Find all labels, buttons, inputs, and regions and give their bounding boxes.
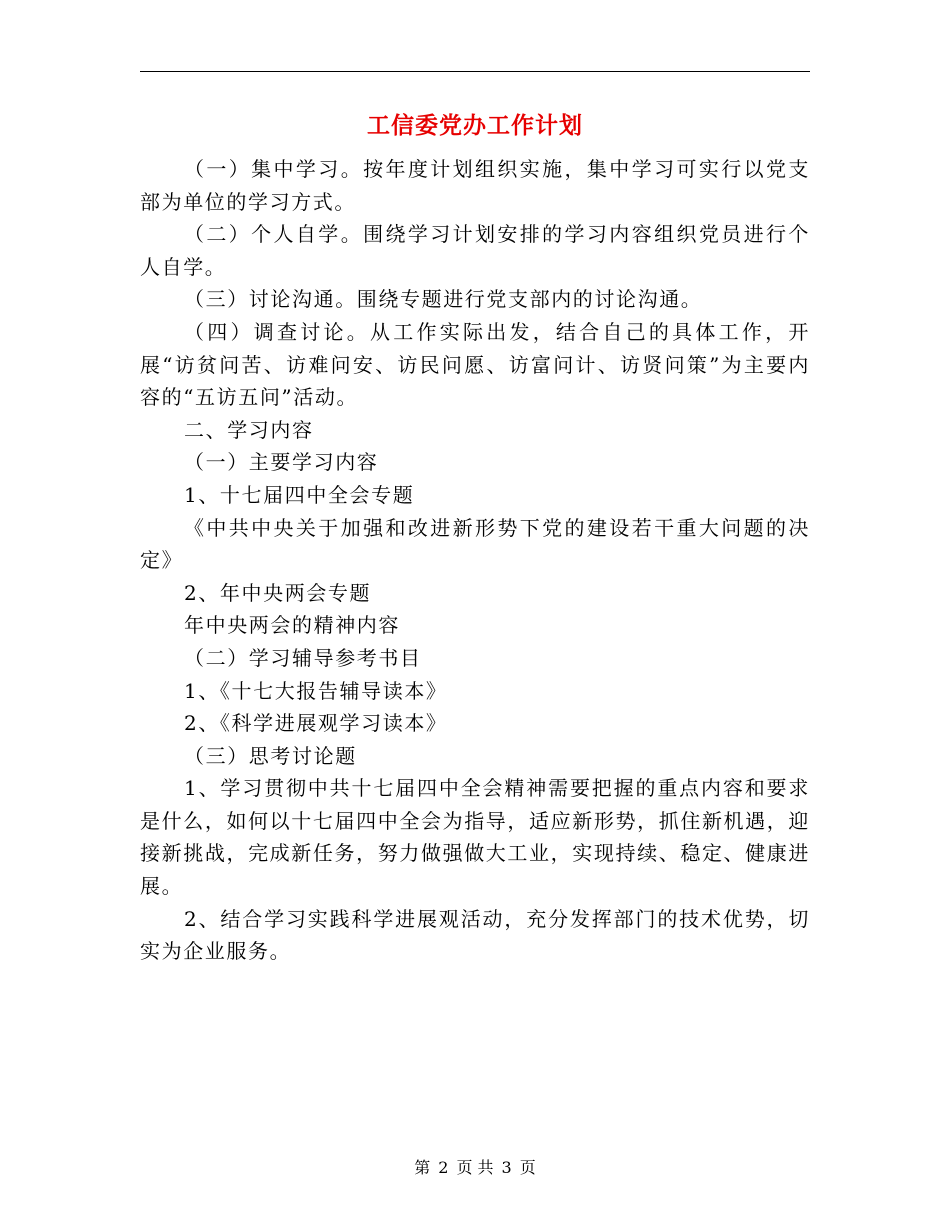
paragraph: 年中央两会的精神内容 bbox=[184, 613, 400, 638]
subsection-heading: （二）学习辅导参考书目 bbox=[184, 645, 422, 670]
subsection-heading: （一）主要学习内容 bbox=[184, 450, 379, 475]
paragraph: 《中共中央关于加强和改进新形势下党的建设若干重大问题的决定》 bbox=[140, 515, 810, 573]
document-title: 工信委党办工作计划 bbox=[367, 112, 583, 139]
current-page-number: 2 bbox=[438, 1158, 449, 1177]
total-pages-number: 3 bbox=[501, 1158, 512, 1177]
paragraph: （二）个人自学。围绕学习计划安排的学习内容组织党员进行个人自学。 bbox=[140, 222, 810, 279]
list-item: 2、结合学习实践科学进展观活动，充分发挥部门的技术优势，切实为企业服务。 bbox=[140, 906, 810, 964]
list-item: 1、十七届四中全会专题 bbox=[184, 482, 415, 507]
paragraph: （四）调查讨论。从工作实际出发，结合自己的具体工作，开展“访贫问苦、访难问安、访民问愿、访富问计、访贤问策”为主要内容的“五访五问”活动。 bbox=[140, 319, 810, 410]
page-footer bbox=[0, 1156, 950, 1180]
list-item: 2、《科学进展观学习读本》 bbox=[184, 711, 448, 736]
subsection-heading: （三）思考讨论题 bbox=[184, 743, 357, 768]
list-item: 2、年中央两会专题 bbox=[184, 580, 372, 605]
list-item: 1、学习贯彻中共十七届四中全会精神需要把握的重点内容和要求是什么，如何以十七届四中全会为指导，适应新形势，抓住新机遇，迎接新挑战，完成新任务，努力做强做大工业，实现持续、稳定、健康进展。 bbox=[140, 776, 810, 899]
paragraph: （三）讨论沟通。围绕专题进行党支部内的讨论沟通。 bbox=[184, 287, 703, 312]
header-rule bbox=[140, 71, 810, 72]
footer-suffix: 页 bbox=[519, 1158, 536, 1177]
footer-prefix: 第 bbox=[414, 1158, 431, 1177]
footer-middle: 页 共 bbox=[456, 1158, 494, 1177]
document-body bbox=[140, 153, 810, 968]
paragraph: （一）集中学习。按年度计划组织实施，集中学习可实行以党支部为单位的学习方式。 bbox=[140, 157, 810, 214]
section-heading: 二、学习内容 bbox=[184, 417, 314, 442]
list-item: 1、《十七大报告辅导读本》 bbox=[184, 678, 448, 703]
